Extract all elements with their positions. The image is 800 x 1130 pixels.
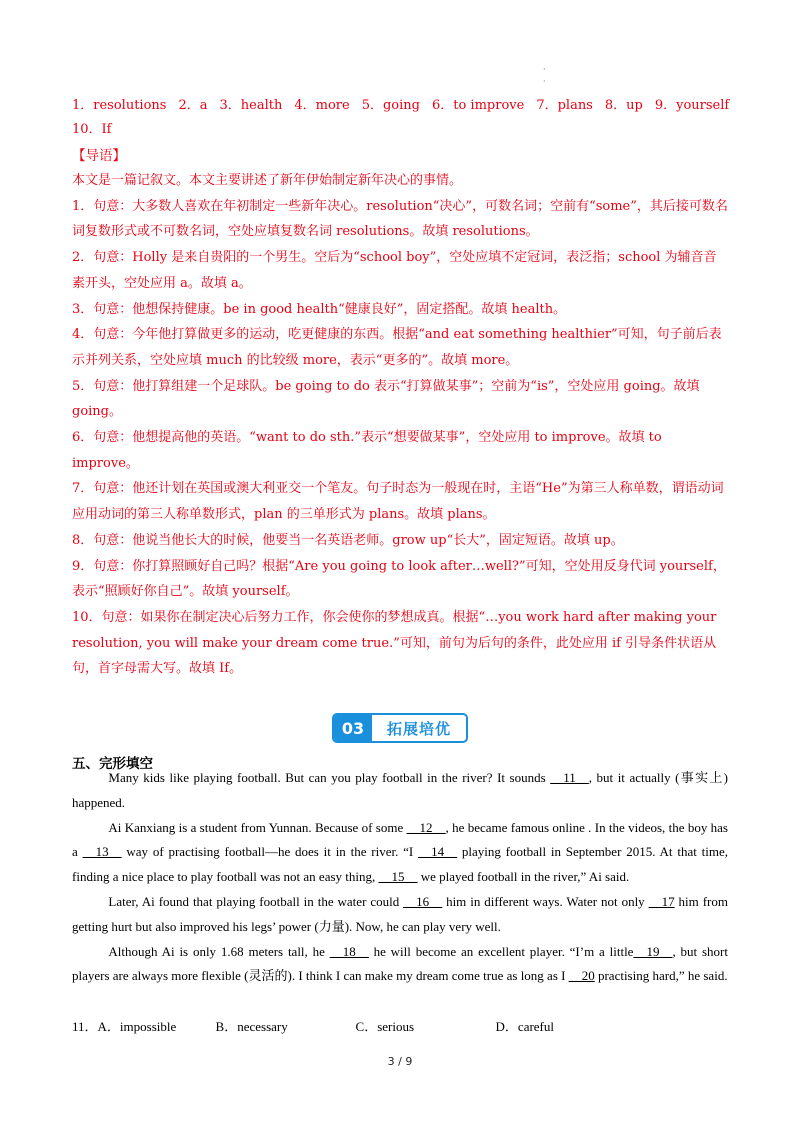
section-title: 五、完形填空 xyxy=(72,756,153,772)
answer-item: 3．health xyxy=(219,98,283,113)
answer-row xyxy=(72,94,732,118)
question-number: 11． xyxy=(72,1019,98,1034)
passage-text: Ai Kanxiang is a student from Yunnan. Because of some xyxy=(108,819,407,835)
answer-item: 10．If xyxy=(72,122,112,137)
explanation-item: 6．句意：他想提高他的英语。“want to do sth.”表示“想要做某事”，空处应用 to improve。故填 to improve。 xyxy=(72,430,662,471)
passage-text: playing football in September 2015. At that time, finding a nice place to play football was not an easy thing, xyxy=(72,844,728,885)
banner-number: 03 xyxy=(334,715,372,741)
explanation-item: 10．句意：如果你在制定决心后努力工作，你会使你的梦想成真。根据“…you work hard after making your resolution, you will make your dream come true.”可知，前句为后句的条件，此处应用 if 引导条件状语从句，首字母需大写。故填 If。 xyxy=(72,609,717,677)
passage-text: we played football in the river,” Ai said. xyxy=(417,869,630,885)
passage-text: he will become an excellent player. “I’m a little xyxy=(368,943,634,959)
intro-text: 本文是一篇记叙文。本文主要讲述了新年伊始制定新年决心的事情。 xyxy=(72,173,463,188)
answer-item: 5．going xyxy=(361,98,420,113)
blank-17: __17 xyxy=(648,893,675,909)
passage-paragraph xyxy=(72,890,728,940)
blank-14: __14__ xyxy=(418,844,458,860)
option-c: C．serious xyxy=(355,1019,415,1034)
dot-mark: · xyxy=(543,77,546,86)
passage-text: Although Ai is only 1.68 meters tall, he xyxy=(108,943,330,959)
answer-item: 7．plans xyxy=(536,98,593,113)
passage-text: Later, Ai found that playing football in the water could xyxy=(108,893,404,909)
answer-item: 6．to improve xyxy=(431,98,525,113)
answer-key xyxy=(72,94,732,142)
explanation-item: 3．句意：他想保持健康。be in good health“健康良好”，固定搭配。故填 health。 xyxy=(72,301,567,317)
dot-mark: · xyxy=(543,65,546,74)
section-banner xyxy=(332,713,468,743)
option-b: B．necessary xyxy=(215,1019,288,1034)
question-11-options xyxy=(72,1016,554,1038)
answer-item: 8．up xyxy=(604,98,643,113)
blank-13: __13__ xyxy=(82,844,122,860)
blank-18: __18__ xyxy=(329,943,369,959)
passage-text: practising hard,” he said. xyxy=(594,968,728,984)
passage-paragraph xyxy=(72,816,728,890)
passage-text: Many kids like playing football. But can you play football in the river? It sounds xyxy=(108,770,551,785)
explanation-item: 4．句意：今年他打算做更多的运动，吃更健康的东西。根据“and eat something healthier”可知，句子前后表示并列关系，空处应填 much 的比较级 more，表示“更多的”。故填 more。 xyxy=(72,327,722,368)
explanation-item: 5．句意：他打算组建一个足球队。be going to do 表示“打算做某事”；空前为“is”，空处应用 going。故填 going。 xyxy=(72,378,700,420)
blank-11: __11__ xyxy=(550,770,589,785)
blank-16: __16__ xyxy=(403,893,443,909)
passage-text: , but short players are always more flexible (灵活的). I think I can make my dream come true as long as I xyxy=(72,943,728,984)
answer-row xyxy=(72,118,732,142)
answer-item: 9．yourself xyxy=(654,98,730,113)
passage-text: way of practising football—he does it in the river. “I xyxy=(121,844,419,860)
explanations xyxy=(72,168,728,682)
passage-paragraph xyxy=(72,940,728,990)
passage-paragraph xyxy=(72,766,728,816)
option-a: A．impossible xyxy=(97,1019,177,1034)
blank-19: __19__ xyxy=(633,943,673,959)
passage-text: him in different ways. Water not only xyxy=(442,893,649,909)
answer-item: 4．more xyxy=(294,98,350,113)
passage-text: , he became famous online . In the videos, the boy has a xyxy=(72,819,728,860)
answer-item: 2．a xyxy=(178,98,208,113)
banner-title: 拓展培优 xyxy=(386,719,451,738)
cloze-passage xyxy=(72,766,728,989)
option-d: D．careful xyxy=(495,1019,554,1034)
explanation-item: 8．句意：他说当他长大的时候，他要当一名英语老师。grow up“长大”，固定短语。故填 up。 xyxy=(72,532,624,548)
explanation-item: 2．句意：Holly 是来自贵阳的一个男生。空后为“school boy”，空处应填不定冠词，表泛指；school 为辅音音素开头，空处应用 a。故填 a。 xyxy=(72,250,717,291)
explanation-item: 1．句意：大多数人喜欢在年初制定一些新年决心。resolution“决心”，可数名词；空前有“some”，其后接可数名词复数形式或不可数名词，空处应填复数名词 resolutions。故填 resolutions。 xyxy=(72,198,728,240)
blank-12: __12__ xyxy=(406,819,446,835)
corner-dots xyxy=(543,64,546,88)
blank-20: __20 xyxy=(568,968,595,984)
explanation-item: 7．句意：他还计划在英国或澳大利亚交一个笔友。句子时态为一般现在时，主语“He”为第三人称单数，谓语动词应用动词的第三人称单数形式，plan 的三单形式为 plans。故填 plans。 xyxy=(72,481,724,523)
answer-item: 1．resolutions xyxy=(72,98,167,113)
passage-text: him from getting hurt but also improved his legs’ power (力量). Now, he can play very well. xyxy=(72,893,728,934)
blank-15: __15__ xyxy=(378,869,418,885)
passage-text: , but it actually (事实上) happened. xyxy=(72,770,728,810)
explanation-item: 9．句意：你打算照顾好自己吗？根据“Are you going to look after…well?”可知，空处用反身代词 yourself，表示“照顾好你自己”。故填 yourself。 xyxy=(72,558,726,600)
page-number: 3 / 9 xyxy=(387,1055,413,1068)
guide-heading: 【导语】 xyxy=(72,148,126,164)
